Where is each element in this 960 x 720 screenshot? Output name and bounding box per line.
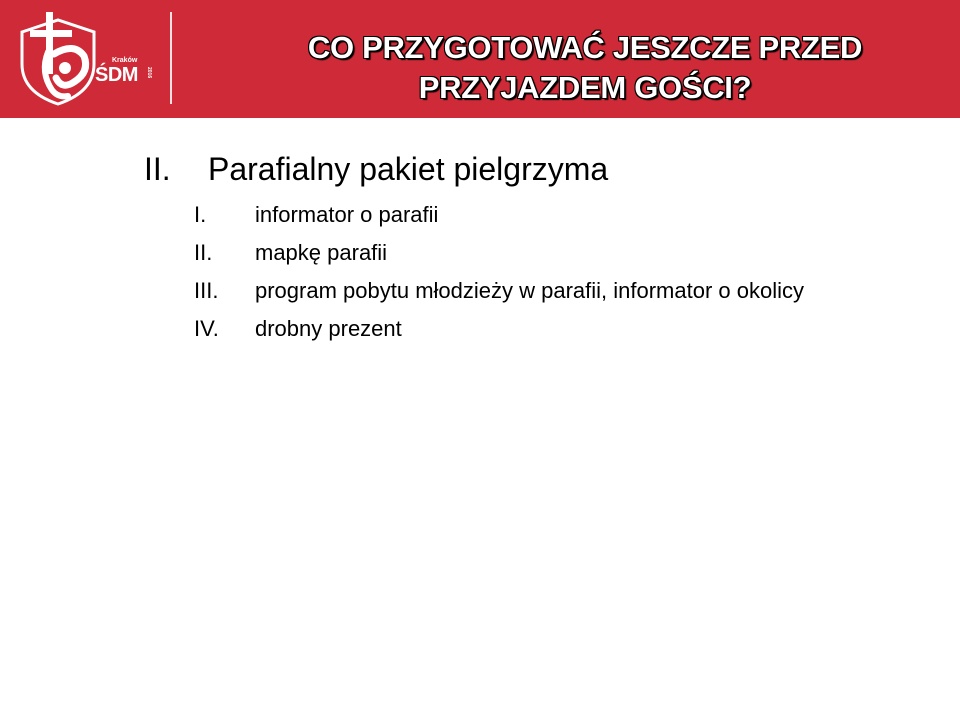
section-heading: [144, 148, 608, 190]
wyd-cross-logo-icon: [18, 12, 98, 108]
list-item: [194, 276, 874, 305]
list-item-text: drobny prezent: [255, 316, 402, 341]
slide-title-line2: PRZYJAZDEM GOŚCI?: [418, 70, 752, 105]
list-item: [194, 238, 874, 267]
logo: [18, 12, 178, 108]
slide-title: [250, 28, 920, 108]
list-item-text: program pobytu młodzieży w parafii, informator o okolicy: [255, 278, 805, 303]
section-title: Parafialny pakiet pielgrzyma: [208, 151, 609, 187]
logo-divider: [170, 12, 172, 104]
slide-title-line1: CO PRZYGOTOWAĆ JESZCZE PRZED: [307, 30, 863, 65]
section-number: II.: [144, 151, 171, 187]
list-item-text: mapkę parafii: [255, 240, 388, 265]
logo-name: ŚDM: [95, 64, 138, 86]
list-item-number: II.: [194, 240, 213, 265]
list-item: [194, 314, 874, 343]
list-item-number: IV.: [194, 316, 219, 341]
list-item-number: III.: [194, 278, 219, 303]
item-list: [194, 200, 874, 352]
logo-city: Kraków: [112, 57, 138, 64]
list-item-text: informator o parafii: [255, 202, 439, 227]
logo-year: 2016: [146, 67, 152, 79]
list-item-number: I.: [194, 202, 207, 227]
slide-header: [0, 0, 960, 118]
list-item: [194, 200, 874, 229]
